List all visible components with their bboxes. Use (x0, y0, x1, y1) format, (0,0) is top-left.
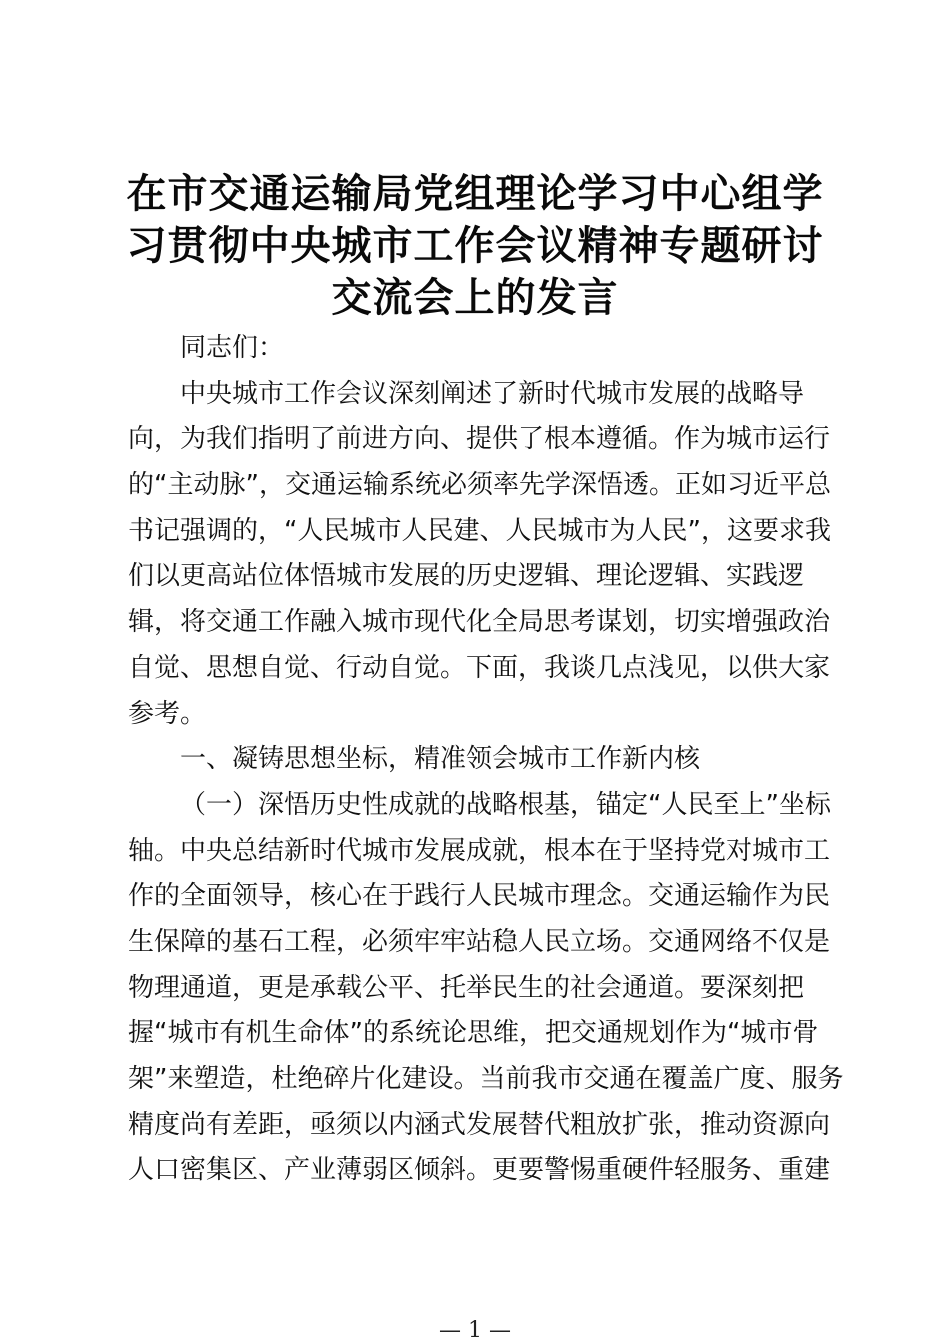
paragraph-line: 作的全面领导，核心在于践行人民城市理念。交通运输作为民 (128, 881, 831, 912)
paragraph-line: 人口密集区、产业薄弱区倾斜。更要警惕重硬件轻服务、重建 (128, 1155, 831, 1186)
paragraph-line: 辑，将交通工作融入城市现代化全局思考谋划，切实增强政治 (128, 607, 831, 638)
paragraph-line: 们以更高站位体悟城市发展的历史逻辑、理论逻辑、实践逻 (128, 561, 805, 592)
paragraph-line: 物理通道，更是承载公平、托举民生的社会通道。要深刻把 (128, 972, 805, 1003)
document-title (110, 168, 840, 324)
subsection-heading-line: （一）深悟历史性成就的战略根基，锚定“人民至上”坐标 (180, 789, 831, 820)
paragraph-line: 生保障的基石工程，必须牢牢站稳人民立场。交通网络不仅是 (128, 926, 831, 957)
title-line: 在市交通运输局党组理论学习中心组学 (126, 170, 824, 217)
title-line: 交流会上的发言 (331, 274, 619, 321)
section-heading: 一、凝铸思想坐标，精准领会城市工作新内核 (180, 744, 701, 775)
page-number: — 1 — (439, 1318, 511, 1343)
paragraph-line: 自觉、思想自觉、行动自觉。下面，我谈几点浅见，以供大家 (128, 652, 831, 683)
paragraph-line: 书记强调的，“人民城市人民建、人民城市为人民”，这要求我 (128, 515, 831, 546)
paragraph-line: 参考。 (128, 698, 207, 729)
paragraph-line: 的“主动脉”，交通运输系统必须率先学深悟透。正如习近平总 (128, 470, 831, 501)
paragraph-line: 轴。中央总结新时代城市发展成就，根本在于坚持党对城市工 (128, 835, 831, 866)
title-line: 习贯彻中央城市工作会议精神专题研讨 (126, 222, 824, 269)
salutation: 同志们： (180, 333, 285, 363)
paragraph-line: 向，为我们指明了前进方向、提供了根本遵循。作为城市运行 (128, 424, 831, 455)
document-body (128, 326, 844, 1194)
paragraph-line: 中央城市工作会议深刻阐述了新时代城市发展的战略导 (180, 378, 805, 409)
paragraph-line: 精度尚有差距，亟须以内涵式发展替代粗放扩张，推动资源向 (128, 1109, 831, 1140)
paragraph-line: 握“城市有机生命体”的系统论思维，把交通规划作为“城市骨 (128, 1018, 819, 1049)
paragraph-line: 架”来塑造，杜绝碎片化建设。当前我市交通在覆盖广度、服务 (128, 1064, 844, 1094)
